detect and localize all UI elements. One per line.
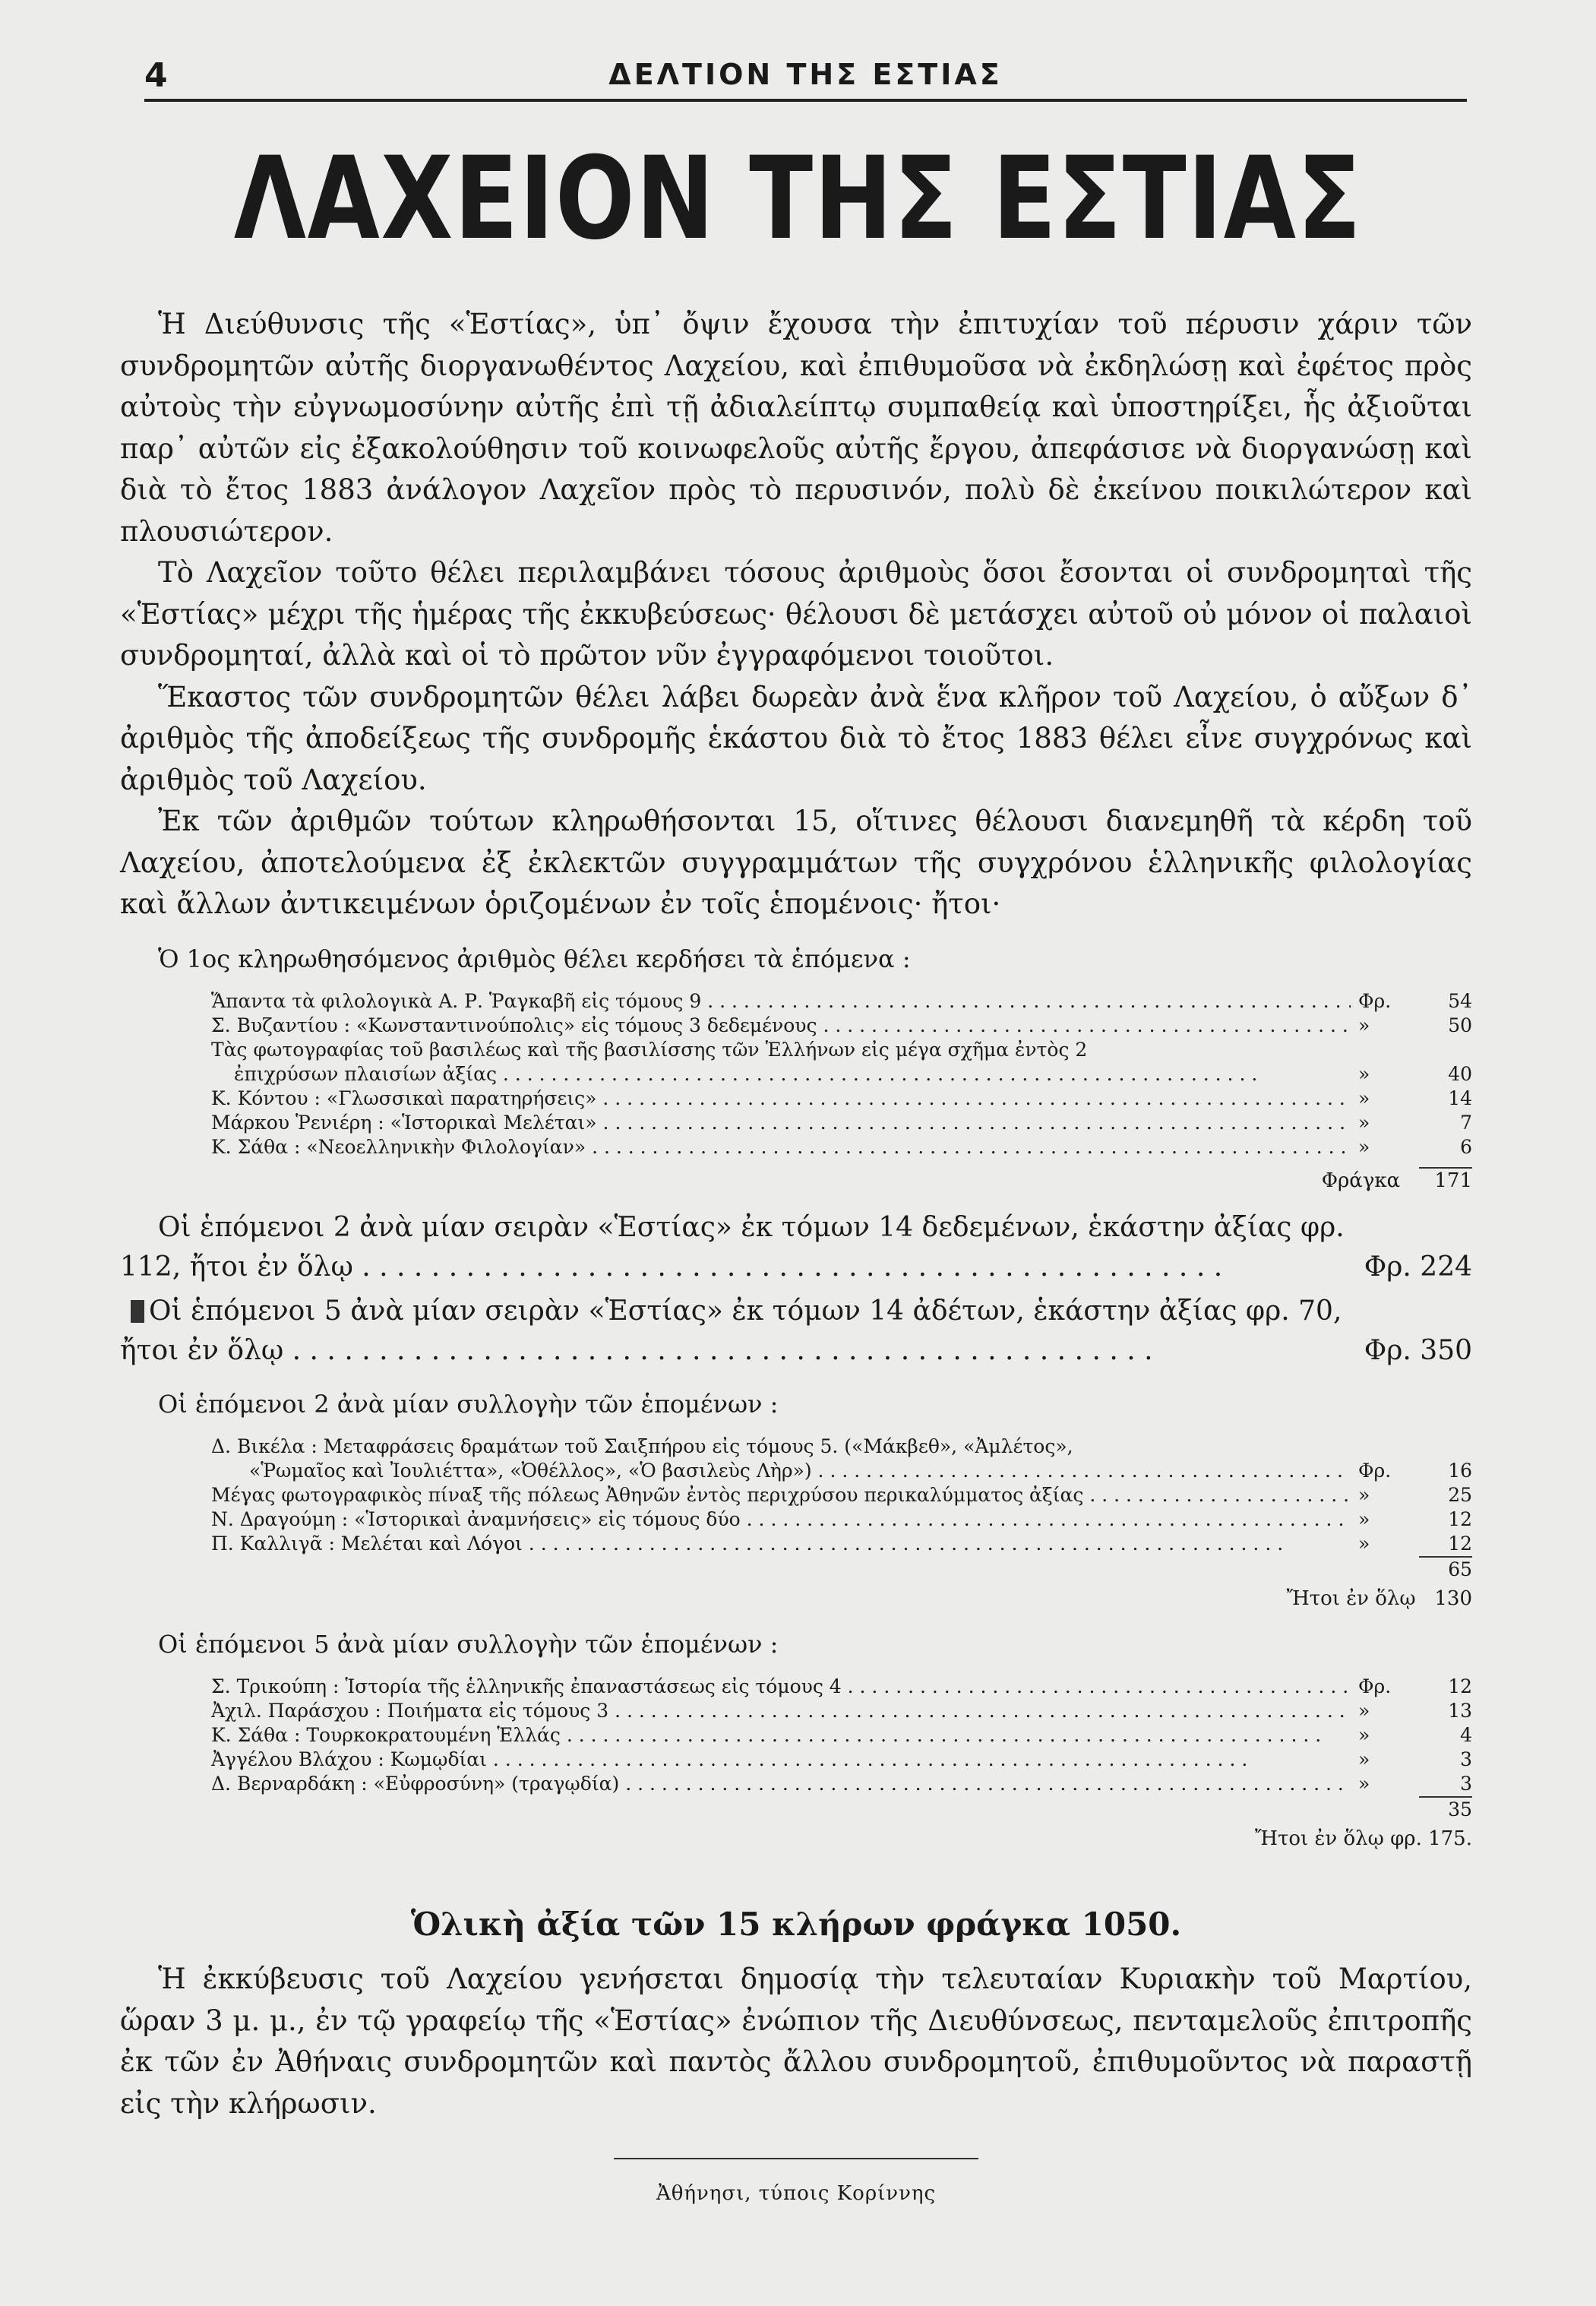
prize-1-list (211, 989, 1472, 1193)
prize-2: Οἱ ἑπόμενοι 2 ἀνὰ μίαν σειρὰν «Ἑστίας» ἐκ τόμων 14 δεδεμένων, ἑκάστην ἀξίας φρ. 112, ἤτοι ἐν ὅλῳ . . . Φρ. 224 (120, 1208, 1472, 1287)
prize-5-lead: Οἱ ἑπόμενοι 5 ἀνὰ μίαν συλλογὴν τῶν ἑπομένων : (158, 1629, 779, 1659)
paragraph: Ἡ Διεύθυνσις τῆς «Ἑστίας», ὑπ᾽ ὄψιν ἔχουσα τὴν ἐπιτυχίαν τοῦ πέρυσιν χάριν τῶν συνδρομητῶν αὐτῆς διοργανωθέντος Λαχείου, καὶ ἐπιθυμοῦσα νὰ ἐκδηλώσῃ καὶ ἐφέτος πρὸς αὐτοὺς τὴν εὐγνωμοσύνην αὐτῆς ἐπὶ τῇ ἀδιαλείπτῳ συμπαθείᾳ καὶ ὑποστηρίξει, ἧς ἀξιοῦται παρ᾽ αὐτῶν εἰς ἐξακολούθησιν τοῦ κοινωφελοῦς αὐτῆς ἔργου, ἀπεφάσισε νὰ διοργανώσῃ καὶ διὰ τὸ ἔτος 1883 ἀνάλογον Λαχεῖον πρὸς τὸ περυσινόν, πολὺ δὲ ἐκείνου ποικιλώτερον καὶ πλουσιώτερον. (120, 308, 1472, 548)
prize-3: Οἱ ἑπόμενοι 5 ἀνὰ μίαν σειρὰν «Ἑστίας» ἐκ τόμων 14 ἀδέτων, ἑκάστην ἀξίας φρ. 70, ἤτοι ἐν ὅλῳ . . . Φρ. 350 (120, 1292, 1472, 1371)
prize-4-lead: Οἱ ἑπόμενοι 2 ἀνὰ μίαν συλλογὴν τῶν ἑπομένων : (158, 1389, 779, 1419)
grand-total: Ὁλικὴ ἀξία τῶν 15 κλήρων φράγκα 1050. (410, 1905, 1182, 1943)
prize-5-subtotal: 35 (211, 1796, 1472, 1822)
list-item: ἐπιχρύσων πλαισίων ἀξίας . . . » 40 (211, 1062, 1472, 1087)
list-item: Σ. Τρικούπη : Ἱστορία τῆς ἑλληνικῆς ἐπαναστάσεως εἰς τόμους 4 . . . Φρ. 12 (211, 1675, 1472, 1699)
prize-4-subtotal: 65 (211, 1556, 1472, 1582)
page-title: ΛΑΧΕΙΟΝ ΤΗΣ ΕΣΤΙΑΣ (233, 133, 1363, 265)
prize-5-total: Ἤτοι ἐν ὅλῳ φρ. 175. (1254, 1827, 1472, 1850)
list-item: Ἀγγέλου Βλάχου : Κωμῳδίαι . . . » 3 (211, 1748, 1472, 1772)
prize-1-lead: Ὁ 1ος κληρωθησόμενος ἀριθμὸς θέλει κερδήσει τὰ ἑπόμενα : (158, 944, 911, 973)
list-item: Ἅπαντα τὰ φιλολογικὰ Α. Ρ. Ῥαγκαβῆ εἰς τόμους 9 . . . Φρ. 54 (211, 989, 1472, 1014)
printer-mark-icon (131, 1300, 144, 1323)
paragraph: Τὸ Λαχεῖον τοῦτο θέλει περιλαμβάνει τόσους ἀριθμοὺς ὅσοι ἔσονται οἱ συνδρομηταὶ τῆς «Ἑστίας» μέχρι τῆς ἡμέρας τῆς ἐκκυβεύσεως· θέλουσι δὲ μετάσχει αὐτοῦ οὐ μόνον οἱ παλαιοὶ συνδρομηταί, ἀλλὰ καὶ οἱ τὸ πρῶτον νῦν ἐγγραφόμενοι τοιοῦτοι. (120, 556, 1472, 672)
closing-paragraph: Ἡ ἐκκύβευσις τοῦ Λαχείου γενήσεται δημοσίᾳ τὴν τελευταίαν Κυριακὴν τοῦ Μαρτίου, ὥραν 3 μ. μ., ἐν τῷ γραφείῳ τῆς «Ἑστίας» ἐνώπιον τῆς Διευθύνσεως, πενταμελοῦς ἐπιτροπῆς ἐκ τῶν ἐν Ἀθήναις συνδρομητῶν καὶ παντὸς ἄλλου συνδρομητοῦ, ἐπιθυμοῦντος νὰ παραστῇ εἰς τὴν κλήρωσιν. (120, 1963, 1472, 2120)
prize-4-total: Ἤτοι ἐν ὅλῳ 130 (1286, 1586, 1472, 1610)
prize-5-list (211, 1675, 1472, 1851)
imprint: Ἀθήνησι, τύποις Κορίννης (656, 2182, 937, 2205)
list-item: Π. Καλλιγᾶ : Μελέται καὶ Λόγοι . . . » 12 (211, 1532, 1472, 1556)
list-item: Δ. Βικέλα : Μεταφράσεις δραμάτων τοῦ Σαιξπήρου εἰς τόμους 5. («Μάκβεθ», «Ἀμλέτος», (211, 1435, 1073, 1457)
running-head (144, 53, 1467, 102)
list-item: Κ. Σάθα : «Νεοελληνικὴν Φιλολογίαν» . . . » 6 (211, 1135, 1472, 1159)
list-item: Μέγας φωτογραφικὸς πίναξ τῆς πόλεως Ἀθηνῶν ἐντὸς περιχρύσου περικαλύμματος ἀξίας . . . » 25 (211, 1483, 1472, 1507)
list-item: Δ. Βερναρδάκη : «Εὐφροσύνη» (τραγῳδία) . . . » 3 (211, 1772, 1472, 1796)
list-item: Σ. Βυζαντίου : «Κωνσταντινούπολις» εἰς τόμους 3 δεδεμένους . . . » 50 (211, 1014, 1472, 1038)
running-title: ΔΕΛΤΙΟΝ ΤΗΣ ΕΣΤΙΑΣ (608, 58, 1003, 91)
list-item: Κ. Κόντου : «Γλωσσικαὶ παρατηρήσεις» . . . » 14 (211, 1087, 1472, 1111)
prize-4-list (211, 1435, 1472, 1611)
paragraph: Ἐκ τῶν ἀριθμῶν τούτων κληρωθήσονται 15, οἵτινες θέλουσι διανεμηθῆ τὰ κέρδη τοῦ Λαχείου, ἀποτελούμενα ἐξ ἐκλεκτῶν συγγραμμάτων τῆς συγχρόνου ἑλληνικῆς φιλολογίας καὶ ἄλλων ἀντικειμένων ὁριζομένων ἐν τοῖς ἑπομένοις· ἤτοι· (120, 805, 1472, 920)
footer-rule (614, 2158, 978, 2159)
page-number: 4 (144, 56, 168, 95)
paragraph: Ἕκαστος τῶν συνδρομητῶν θέλει λάβει δωρεὰν ἀνὰ ἕνα κλῆρον τοῦ Λαχείου, ὁ αὔξων δ᾽ ἀριθμὸς τῆς ἀποδείξεως τῆς συνδρομῆς ἑκάστου διὰ τὸ ἔτος 1883 θέλει εἶνε συγχρόνως καὶ ἀριθμὸς τοῦ Λαχείου. (120, 680, 1472, 796)
list-item: Μάρκου Ῥενιέρη : «Ἱστορικαὶ Μελέται» . . . » 7 (211, 1111, 1472, 1135)
list-item: Κ. Σάθα : Τουρκοκρατουμένη Ἑλλάς . . . » 4 (211, 1723, 1472, 1748)
list-item: Ἀχιλ. Παράσχου : Ποιήματα εἰς τόμους 3 . . . » 13 (211, 1699, 1472, 1723)
prize-1-total: Φράγκα 171 (211, 1167, 1472, 1193)
list-item: Ν. Δραγούμη : «Ἱστορικαὶ ἀναμνήσεις» εἰς τόμους δύο . . . » 12 (211, 1507, 1472, 1532)
list-item: Τὰς φωτογραφίας τοῦ βασιλέως καὶ τῆς βασιλίσσης τῶν Ἑλλήνων εἰς μέγα σχῆμα ἐντὸς 2 (211, 1038, 1088, 1061)
list-item: «Ῥωμαῖος καὶ Ἰουλιέττα», «Ὀθέλλος», «Ὁ βασιλεὺς Λὴρ») . . . Φρ. 16 (211, 1459, 1472, 1483)
article-body (120, 304, 1472, 2215)
